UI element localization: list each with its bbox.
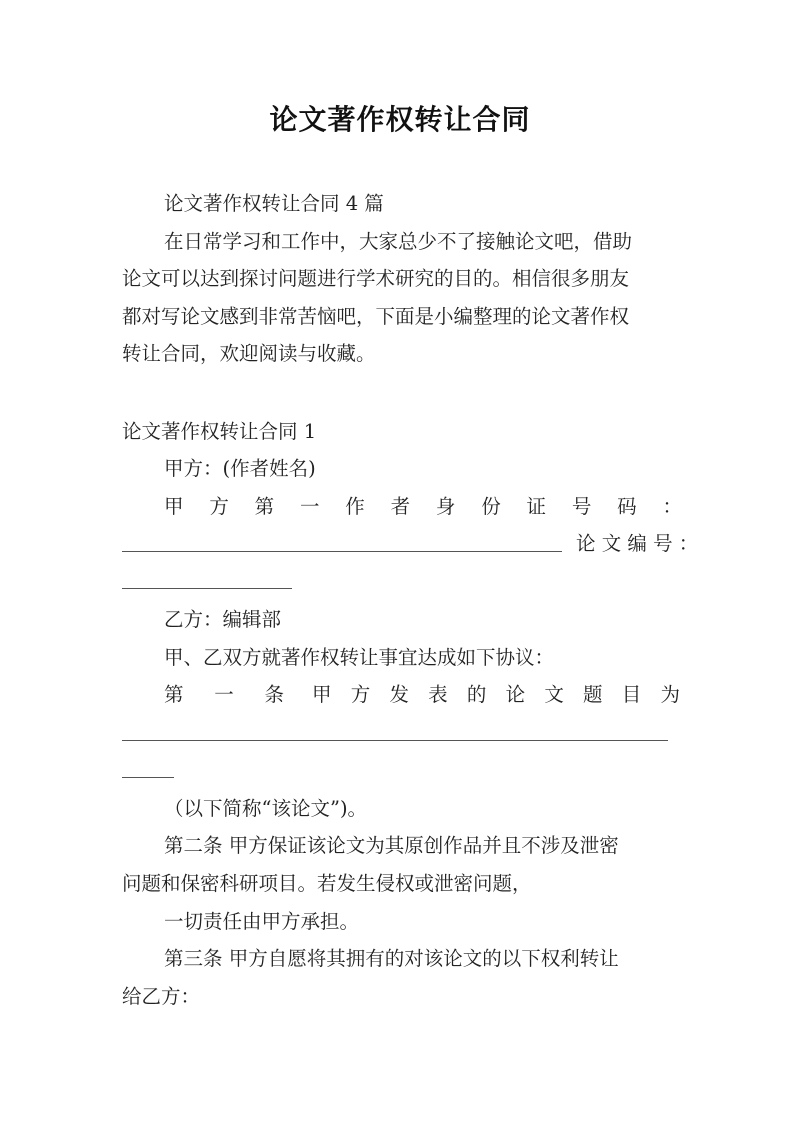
article1-char: 表: [428, 683, 448, 706]
article-2-line-3: 一切责任由甲方承担。: [164, 910, 360, 933]
article1-char: 题: [583, 683, 603, 706]
id-label-char: ：: [662, 495, 682, 518]
intro-line-3: 都对写论文感到非常苦恼吧，下面是小编整理的论文著作权: [122, 305, 630, 328]
paper-number-label: 论 文 编 号 ：: [576, 532, 699, 555]
article1-char: 目: [621, 683, 642, 706]
contract-heading: 论文著作权转让合同 1: [122, 420, 317, 443]
intro-line-2: 论文可以达到探讨问题进行学术研究的目的。相信很多朋友: [122, 267, 630, 290]
id-label-char: 第: [254, 495, 275, 518]
article-1-suffix: （以下简称“该论文”)。: [164, 797, 368, 820]
article1-char: 方: [350, 683, 371, 706]
party-a-line: 甲方：(作者姓名): [164, 457, 316, 480]
title-blank-line-1: [122, 740, 668, 741]
intro-line-1: 在日常学习和工作中，大家总少不了接触论文吧，借助: [164, 230, 633, 253]
id-label-char: 号: [571, 495, 592, 518]
article-2-line-2: 问题和保密科研项目。若发生侵权或泄密问题，: [122, 872, 532, 895]
id-label-char: 方: [209, 495, 229, 518]
intro-line-4: 转让合同，欢迎阅读与收藏。: [122, 342, 376, 365]
id-label-char: 甲: [164, 495, 184, 518]
article1-char: 发: [389, 683, 409, 706]
id-label-char: 一: [299, 495, 320, 518]
id-label-char: 者: [390, 495, 411, 518]
article1-char: 的: [466, 683, 487, 706]
document-title: 论文著作权转让合同: [269, 103, 531, 136]
id-label-char: 份: [481, 495, 501, 518]
article1-char: 论: [505, 683, 526, 706]
article-3-line-1: 第三条 甲方自愿将其拥有的对该论文的以下权利转让: [164, 947, 619, 970]
article1-char: 条: [264, 683, 284, 706]
agreement-line: 甲、乙双方就著作权转让事宜达成如下协议：: [164, 646, 555, 669]
id-label-char: 身: [435, 495, 456, 518]
id-label-char: 证: [526, 495, 547, 518]
document-subtitle: 论文著作权转让合同 4 篇: [164, 192, 384, 215]
id-label-char: 码: [617, 495, 637, 518]
id-label-char: 作: [345, 495, 365, 518]
party-b-line: 乙方：编辑部: [164, 608, 282, 631]
id-number-label: [164, 494, 682, 520]
article1-char: 为: [660, 683, 680, 706]
paper-number-blank: [122, 588, 292, 589]
article-2-line-1: 第二条 甲方保证该论文为其原创作品并且不涉及泄密: [164, 834, 619, 857]
article-3-line-2: 给乙方：: [122, 985, 201, 1008]
article1-char: 甲: [312, 683, 332, 706]
title-blank-line-2: [122, 777, 174, 778]
id-number-blank: [122, 551, 562, 552]
article1-char: 一: [214, 683, 234, 706]
article1-char: 文: [544, 683, 564, 706]
article1-char: 第: [164, 683, 184, 706]
